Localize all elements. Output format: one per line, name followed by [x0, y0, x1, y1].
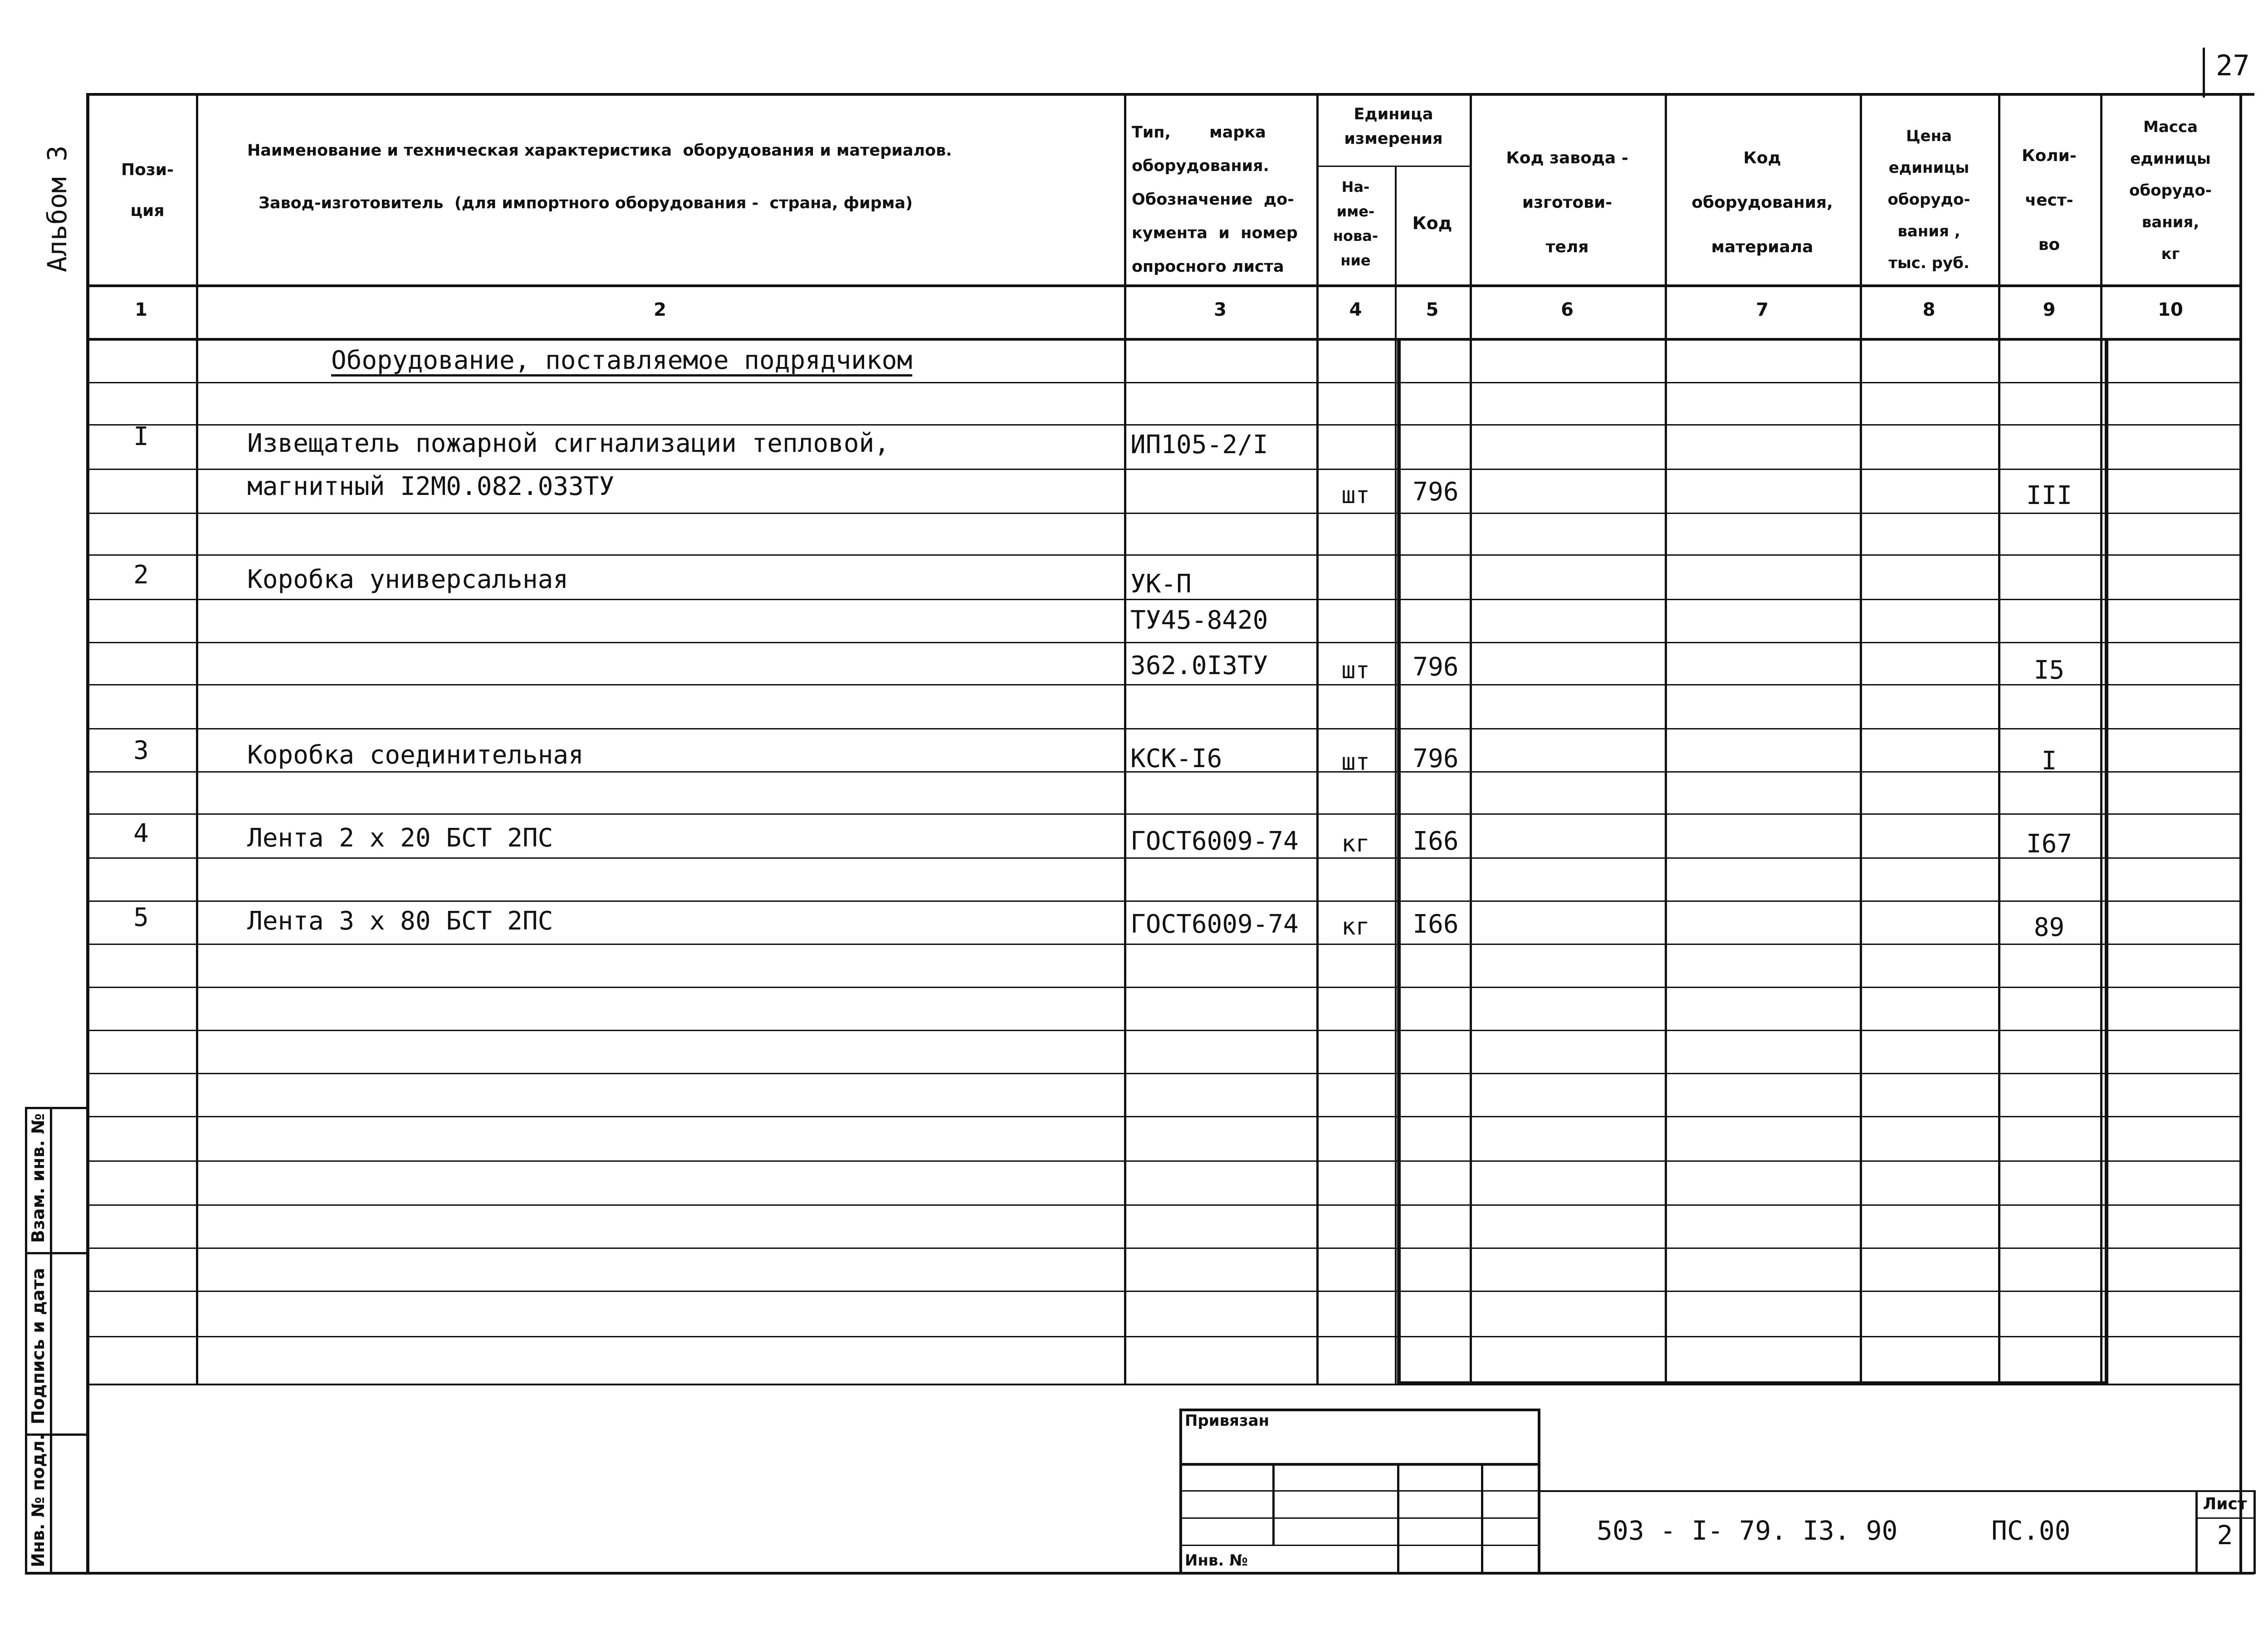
- row-name: Коробка соединительная: [247, 740, 584, 770]
- row-code: 796: [1413, 652, 1459, 682]
- header-mass: Масса единицы оборудо- вания, кг: [2129, 118, 2212, 263]
- document-suffix: ПС.00: [1991, 1515, 2071, 1546]
- row-type: ИП105-2/I: [1130, 430, 1268, 460]
- row-quantity: I5: [2033, 656, 2065, 685]
- col-number-1: 1: [135, 299, 147, 320]
- row-name: Коробка универсальная: [247, 565, 569, 594]
- row-quantity: 89: [2033, 913, 2065, 942]
- col-number-8: 8: [1922, 299, 1936, 320]
- album-label: Альбом 3: [42, 145, 73, 272]
- row-position: 2: [133, 560, 149, 590]
- side-podpis-label: Подпись и дата: [28, 1267, 48, 1424]
- row-quantity: III: [2026, 481, 2072, 510]
- col-number-5: 5: [1426, 299, 1439, 320]
- row-position: 5: [133, 903, 149, 932]
- col-number-10: 10: [2158, 299, 2183, 320]
- row-type: ТУ45-8420: [1130, 606, 1268, 635]
- row-name: магнитный I2М0.082.033ТУ: [247, 472, 615, 501]
- col-number-9: 9: [2043, 299, 2056, 320]
- header-price: Цена единицы оборудо- вания , тыс. руб.: [1887, 127, 1970, 272]
- row-quantity: I: [2041, 746, 2057, 776]
- row-name: Лента 3 х 80 БСТ 2ПС: [247, 906, 553, 936]
- page-number: 27: [2216, 49, 2250, 82]
- header-name-line1: Наименование и техническая характеристика оборудования и материалов.: [247, 142, 952, 160]
- inv-no-label: Инв. №: [1185, 1551, 1248, 1570]
- side-inv-label: Инв. № подл.: [28, 1433, 48, 1567]
- row-name: Лента 2 х 20 БСТ 2ПС: [247, 823, 553, 853]
- col-number-2: 2: [654, 299, 666, 320]
- header-unit-name: На- име- нова- ние: [1333, 178, 1378, 269]
- sheet-label: Лист: [2203, 1495, 2247, 1513]
- header-equipment-code: Код оборудования, материала: [1691, 149, 1833, 256]
- row-type: 362.0I3ТУ: [1130, 651, 1268, 680]
- header-quantity: Коли- чест- во: [2022, 147, 2077, 254]
- col-number-6: 6: [1561, 299, 1574, 320]
- header-type: Тип, марка оборудования. Обозначение до- кумента и номер опросного листа: [1132, 123, 1298, 276]
- row-unit: шт: [1341, 482, 1370, 509]
- row-unit: шт: [1341, 749, 1370, 776]
- document-code: 503 - I- 79. I3. 90: [1597, 1515, 1898, 1546]
- row-name: Извещатель пожарной сигнализации тепловой,: [247, 429, 890, 458]
- col-number-7: 7: [1756, 299, 1769, 320]
- privyazan-label: Привязан: [1185, 1412, 1270, 1430]
- row-type: ГОСТ6009-74: [1130, 827, 1299, 856]
- row-code: 796: [1413, 477, 1459, 507]
- header-name-line2: Завод-изготовитель (для импортного оборудования - страна, фирма): [259, 194, 913, 212]
- header-position: Пози- ция: [121, 161, 174, 220]
- row-unit: кг: [1341, 913, 1370, 940]
- row-type: ГОСТ6009-74: [1130, 910, 1299, 939]
- col-number-4: 4: [1349, 299, 1362, 320]
- row-position: 3: [133, 736, 149, 765]
- row-code: I66: [1413, 827, 1459, 856]
- row-type: КСК-I6: [1130, 744, 1222, 773]
- side-vzam-label: Взам. инв. №: [28, 1113, 48, 1243]
- row-position: 4: [133, 819, 149, 848]
- row-quantity: I67: [2026, 829, 2072, 859]
- header-unit-code: Код: [1412, 213, 1452, 233]
- row-code: 796: [1413, 744, 1459, 773]
- row-unit: кг: [1341, 830, 1370, 857]
- col-number-3: 3: [1214, 299, 1227, 320]
- sheet-number: 2: [2217, 1520, 2233, 1551]
- header-factory-code: Код завода - изготови- теля: [1506, 149, 1628, 256]
- row-code: I66: [1413, 910, 1459, 939]
- section-title: Оборудование, поставляемое подрядчиком: [331, 346, 913, 375]
- header-unit: Единица измерения: [1344, 105, 1443, 148]
- row-type: УК-П: [1130, 569, 1192, 599]
- row-unit: шт: [1341, 657, 1370, 684]
- row-position: I: [133, 422, 149, 451]
